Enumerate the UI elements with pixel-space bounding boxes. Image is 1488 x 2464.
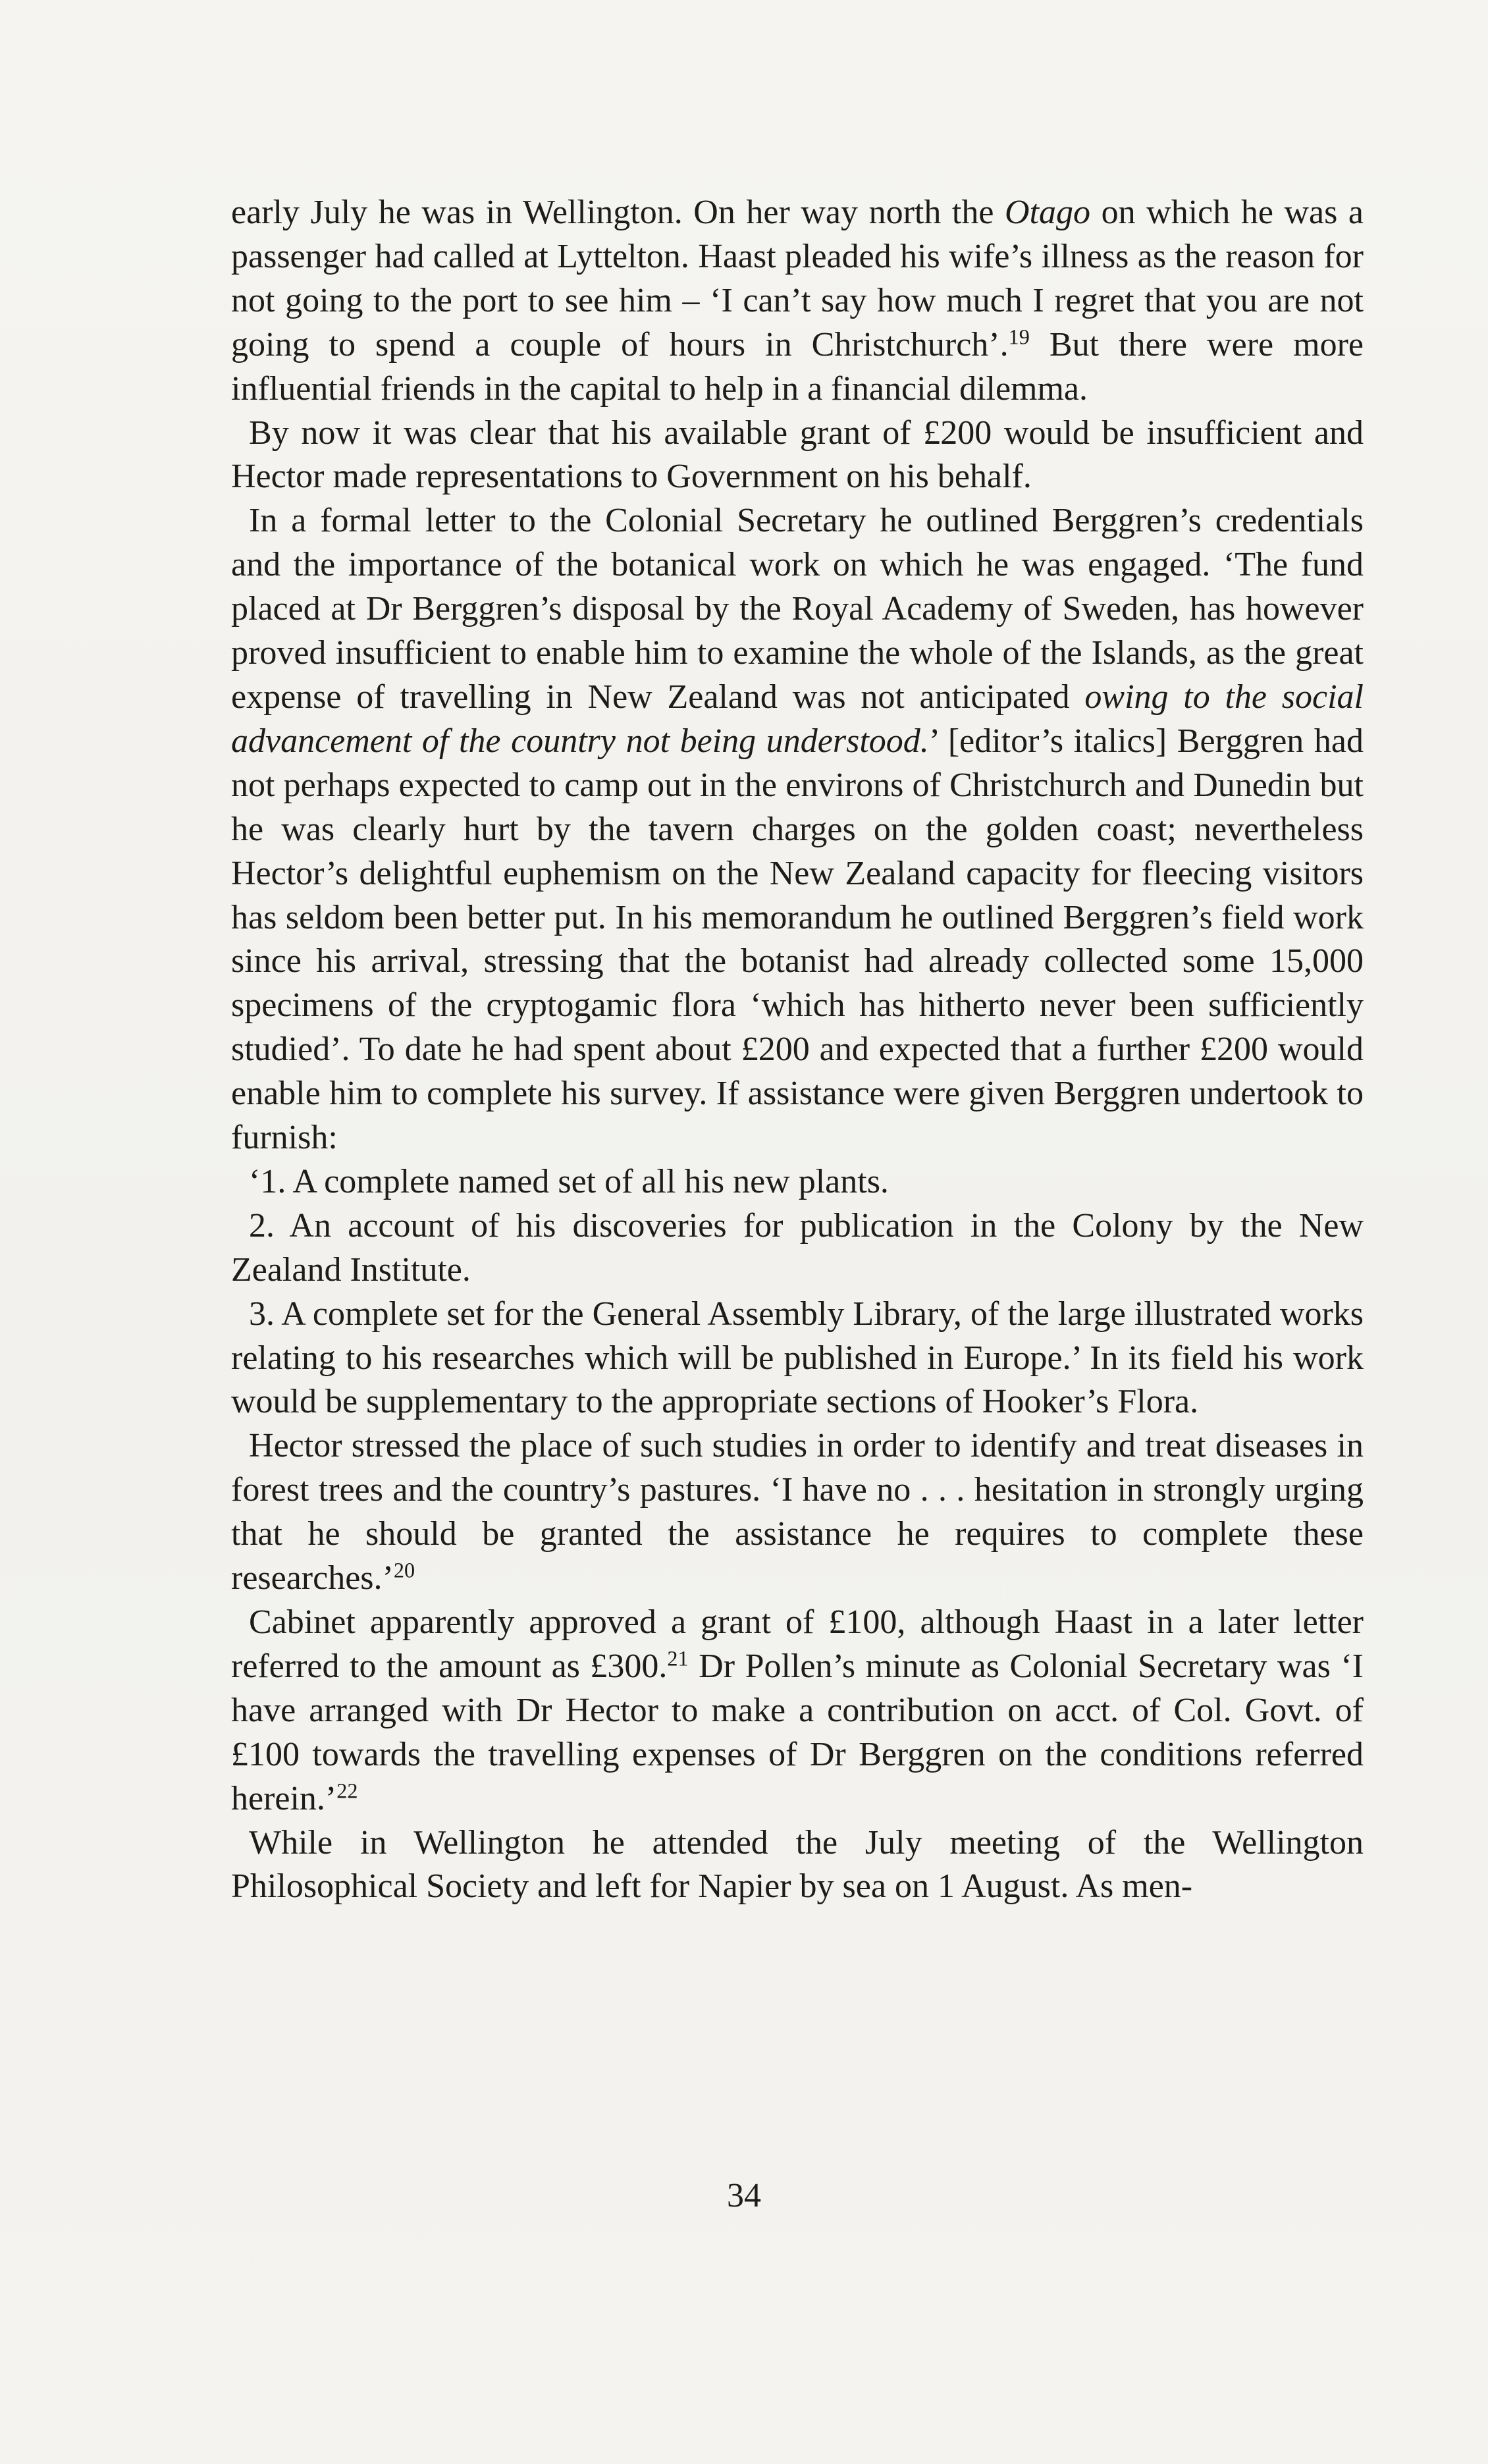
page-number: 34 bbox=[727, 2177, 761, 2214]
text-run: In a formal letter to the Colonial Secretary he outlined Berggren’s credentials and the importance of the botanical work on which he was engaged. ‘The fund placed at Dr Berggren’s disposal by the Royal Academy of Sweden, has however proved insufficient to enable him to examine the whole of the Islands, as the great expense of travelling in New Zealand was not anticipated bbox=[231, 502, 1364, 716]
paragraph bbox=[231, 1293, 1364, 1425]
text-run: ‘1. A complete named set of all his new plants. bbox=[249, 1162, 889, 1200]
footnote-ref: 19 bbox=[1008, 325, 1030, 348]
paragraph bbox=[231, 1821, 1364, 1910]
paragraph bbox=[231, 1204, 1364, 1293]
paragraph bbox=[231, 412, 1364, 500]
text-run: 3. A complete set for the General Assembly Library, of the large illustrated works relating to his researches which will be published in Europe.’ In its field his work would be supplementary to the appropriate sections of Hooker’s Flora. bbox=[231, 1295, 1364, 1421]
footnote-ref: 21 bbox=[667, 1646, 689, 1671]
text-run: Hector stressed the place of such studies in order to identify and treat diseases in forest trees and the country’s pastures. ‘I have no . . . hesitation in strongly urging that he should be granted the assistance he requires to complete these researches.’ bbox=[231, 1427, 1364, 1597]
body-text bbox=[231, 191, 1364, 1909]
text-run: early July he was in Wellington. On her way north the bbox=[231, 194, 1005, 231]
paragraph bbox=[231, 1160, 1364, 1204]
footnote-ref: 20 bbox=[393, 1558, 415, 1582]
text-run: By now it was clear that his available grant of £200 would be insufficient and Hector made representations to Government on his behalf. bbox=[231, 414, 1364, 496]
text-run: Cabinet apparently approved a grant of £100, although Haast in a later letter referred to the amount as £300. bbox=[231, 1603, 1364, 1685]
text-run: ’ [editor’s italics] Berggren had not perhaps expected to camp out in the environs of Christchurch and Dunedin but he was clearly hurt by the tavern charges on the golden coast; nevertheless Hector’s delightful euphemism on the New Zealand capacity for fleecing visitors has seldom been better put. In his memorandum he outlined Berggren’s field work since his arrival, stressing that the botanist had already collected some 15,000 specimens of the cryptogamic flora ‘which has hitherto never been sufficiently studied’. To date he had spent about £200 and expected that a further £200 would enable him to complete his survey. If assistance were given Berggren undertook to furnish: bbox=[231, 722, 1364, 1157]
footnote-ref: 22 bbox=[336, 1778, 358, 1802]
text-run: Dr Pollen’s minute as Colonial Secretary was ‘I have arranged with Dr Hector to make a contribution on acct. of Col. Govt. of £100 towards the travelling expenses of Dr Berggren on the conditions referred herein.’ bbox=[231, 1647, 1364, 1817]
paragraph bbox=[231, 1601, 1364, 1821]
italic-text: Otago bbox=[1005, 194, 1091, 231]
paragraph bbox=[231, 1424, 1364, 1601]
text-run: on which he was a passenger had called at Lyttelton. Haast pleaded his wife’s illness as the reason for not going to the port to see him – ‘I can’t say how much I regret that you are not going to spend a couple of hours in Christchurch’. bbox=[231, 194, 1364, 363]
text-run: While in Wellington he attended the July meeting of the Wellington Philosophical Society and left for Napier by sea on 1 August. As men- bbox=[231, 1823, 1364, 1906]
text-run: But there were more influential friends in the capital to help in a financial dilemma. bbox=[231, 325, 1364, 408]
paragraph bbox=[231, 499, 1364, 1160]
text-run: 2. An account of his discoveries for publication in the Colony by the New Zealand Institute. bbox=[231, 1206, 1364, 1289]
paragraph bbox=[231, 191, 1364, 412]
italic-text: owing to the social advancement of the country not being understood. bbox=[231, 678, 1364, 760]
